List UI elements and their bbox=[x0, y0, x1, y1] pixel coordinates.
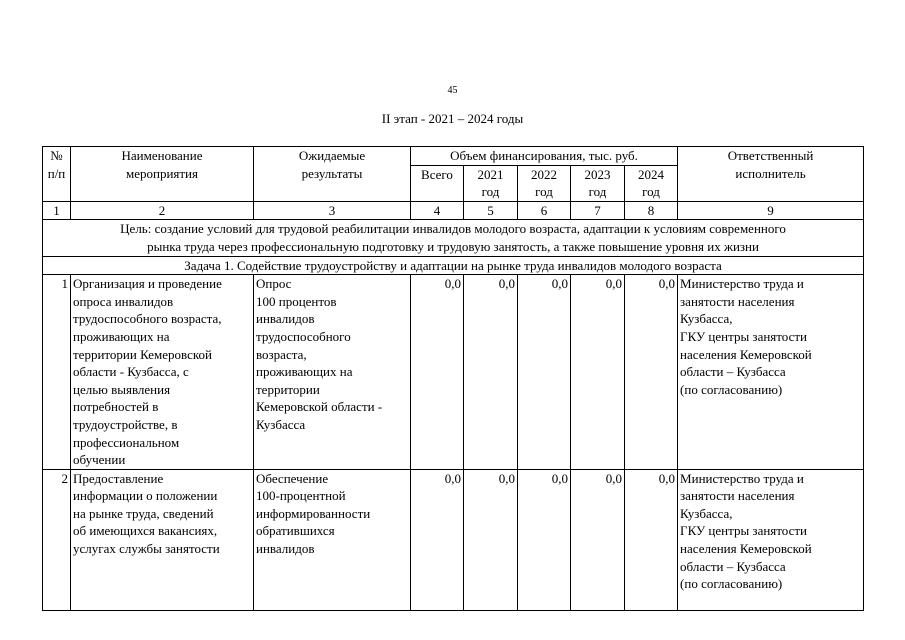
column-number: 6 bbox=[518, 201, 571, 220]
column-number: 9 bbox=[678, 201, 864, 220]
task-row bbox=[43, 256, 864, 275]
column-number: 4 bbox=[411, 201, 464, 220]
expected-result: Обеспечение 100-процентной информированности обратившихся инвалидов bbox=[254, 469, 411, 610]
header-responsible: Ответственный исполнитель bbox=[678, 147, 864, 202]
funding-2022: 0,0 bbox=[518, 275, 571, 470]
column-number: 3 bbox=[254, 201, 411, 220]
stage-title: II этап - 2021 – 2024 годы bbox=[381, 111, 524, 126]
responsible-executor: Министерство труда и занятости населения Кузбасса, ГКУ центры занятости населения Кемеровской области – Кузбасса (по согласованию) bbox=[678, 469, 864, 610]
responsible-executor: Министерство труда и занятости населения Кузбасса, ГКУ центры занятости населения Кемеровской области – Кузбасса (по согласованию) bbox=[678, 275, 864, 470]
program-table bbox=[42, 146, 864, 611]
goal-row bbox=[43, 220, 864, 256]
column-number: 2 bbox=[71, 201, 254, 220]
event-name: Организация и проведение опроса инвалидов трудоспособного возраста, проживающих на территории Кемеровской области - Кузбасса, с целью выявления потребностей в трудоустройстве, в профессиональном обучении bbox=[71, 275, 254, 470]
funding-2021: 0,0 bbox=[464, 469, 518, 610]
header-name: Наименование мероприятия bbox=[71, 147, 254, 202]
row-number: 2 bbox=[43, 469, 71, 610]
header-funding: Объем финансирования, тыс. руб. bbox=[411, 147, 678, 166]
column-number: 5 bbox=[464, 201, 518, 220]
funding-2023: 0,0 bbox=[571, 275, 625, 470]
column-number: 7 bbox=[571, 201, 625, 220]
column-number: 1 bbox=[43, 201, 71, 220]
funding-2024: 0,0 bbox=[625, 275, 678, 470]
row-number: 1 bbox=[43, 275, 71, 470]
header-results: Ожидаемые результаты bbox=[254, 147, 411, 202]
header-year-2021: 2021 год bbox=[464, 165, 518, 201]
task-text: Задача 1. Содействие трудоустройству и адаптации на рынке труда инвалидов молодого возраста bbox=[43, 256, 864, 275]
funding-2022: 0,0 bbox=[518, 469, 571, 610]
header-no: № п/п bbox=[43, 147, 71, 202]
header-year-2024: 2024 год bbox=[625, 165, 678, 201]
event-name: Предоставление информации о положении на рынке труда, сведений об имеющихся вакансиях, услугах службы занятости bbox=[71, 469, 254, 610]
funding-2023: 0,0 bbox=[571, 469, 625, 610]
header-row bbox=[43, 147, 864, 166]
table-row bbox=[43, 469, 864, 610]
funding-total: 0,0 bbox=[411, 469, 464, 610]
column-number-row bbox=[43, 201, 864, 220]
goal-text: Цель: создание условий для трудовой реабилитации инвалидов молодого возраста, адаптации к условиям современного рынка труда через профессиональную подготовку и трудовую занятость, а также повышение уровня их жизни bbox=[43, 220, 864, 256]
header-year-2022: 2022 год bbox=[518, 165, 571, 201]
page-number: 45 bbox=[447, 85, 458, 96]
funding-2021: 0,0 bbox=[464, 275, 518, 470]
header-total: Всего bbox=[411, 165, 464, 201]
funding-2024: 0,0 bbox=[625, 469, 678, 610]
expected-result: Опрос 100 процентов инвалидов трудоспособного возраста, проживающих на территории Кемеровской области - Кузбасса bbox=[254, 275, 411, 470]
header-year-2023: 2023 год bbox=[571, 165, 625, 201]
table-row bbox=[43, 275, 864, 470]
column-number: 8 bbox=[625, 201, 678, 220]
funding-total: 0,0 bbox=[411, 275, 464, 470]
